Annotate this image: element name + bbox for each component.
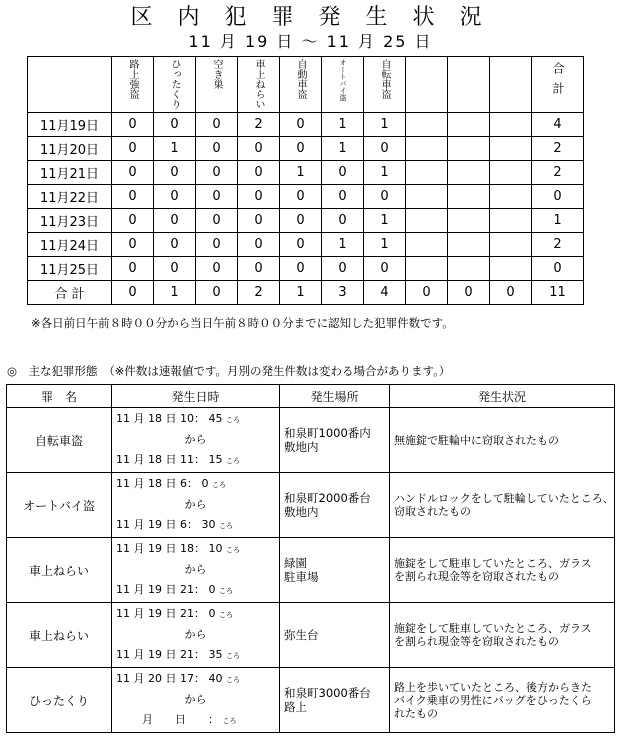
stats-row [28,137,584,161]
stats-cell: 0 [154,185,196,209]
stats-column-label: 自動車盗 [295,59,306,99]
stats-column-label: ひったくり [169,59,180,109]
datetime-kara: から [184,498,207,511]
koro-label: ころ [222,717,237,725]
stats-cell: 0 [112,137,154,161]
stats-cell [406,185,448,209]
stats-date: 11月19日 [28,113,112,137]
stats-column-header [112,57,154,113]
stats-column-label: 空き巣 [211,59,222,89]
place-line: 路上 [284,700,307,714]
stats-cell: 1 [364,161,406,185]
crimes-column-header: 罪 名 [7,385,112,408]
stats-cell: 0 [196,161,238,185]
stats-cell: 1 [364,209,406,233]
stats-cell: 0 [154,257,196,281]
stats-date: 11月21日 [28,161,112,185]
crimes-header-row [7,385,615,408]
stats-total-label: 合 計 [28,281,112,305]
datetime-kara: から [184,563,207,576]
stats-cell: 0 [364,137,406,161]
stats-cell [406,233,448,257]
stats-cell: 0 [238,161,280,185]
stats-cell [490,185,532,209]
status-line: を割られ現金等を窃取されたもの [394,570,559,583]
stats-column-header [238,57,280,113]
section-label: ◎ 主な犯罪形態 （※件数は速報値です。月別の発生件数は変わる場合があります。） [7,364,451,378]
crime-row [7,668,615,733]
stats-column-header [322,57,364,113]
crime-place [280,603,390,668]
place-line: 敷地内 [284,505,319,519]
stats-cell: 1 [364,233,406,257]
datetime-kara: から [184,433,207,446]
stats-cell: 0 [154,113,196,137]
place-line: 弥生台 [284,628,319,642]
stats-cell: 0 [238,137,280,161]
stats-total-cell: 0 [406,281,448,305]
stats-cell [448,209,490,233]
stats-cell [406,257,448,281]
stats-column-label: 路上強盗 [127,59,138,99]
stats-cell: 0 [532,257,584,281]
stats-date: 11月22日 [28,185,112,209]
stats-date: 11月24日 [28,233,112,257]
stats-cell [406,113,448,137]
stats-cell: 0 [322,161,364,185]
stats-row [28,113,584,137]
status-line: 路上を歩いていたところ、後方からきた [394,680,592,694]
koro-label: ころ [225,416,240,424]
stats-cell: 0 [196,209,238,233]
stats-cell: 0 [196,233,238,257]
stats-date: 11月25日 [28,257,112,281]
datetime-to-text: 11 月 19 日 21： 0 [116,583,216,596]
crime-name: オートバイ盗 [7,473,112,538]
stats-total-cell: 11 [532,281,584,305]
stats-cell [490,233,532,257]
stats-total-cell: 1 [154,281,196,305]
crimes-column-header: 発生日時 [112,385,280,408]
datetime-to [112,645,279,666]
stats-cell: 1 [532,209,584,233]
stats-cell: 0 [238,185,280,209]
place-line: 敷地内 [284,440,319,454]
stats-row [28,185,584,209]
stats-cell: 0 [112,185,154,209]
crime-row [7,603,615,668]
status-line: 施錠をして駐車していたところ、ガラス [394,622,592,635]
stats-cell: 0 [238,257,280,281]
stats-column-header [448,57,490,113]
stats-row [28,233,584,257]
stats-cell: 0 [280,185,322,209]
datetime-from [112,474,279,495]
stats-total-row [28,281,584,305]
stats-cell: 0 [280,137,322,161]
crime-row [7,408,615,473]
stats-cell: 0 [112,257,154,281]
datetime-from-text: 11 月 18 日 10： 45 [116,412,223,425]
stats-row [28,209,584,233]
stats-cell: 0 [532,185,584,209]
stats-cell: 0 [196,257,238,281]
datetime-from-text: 11 月 20 日 17： 40 [116,672,223,685]
stats-column-label: 自転車盗 [379,59,390,99]
stats-cell: 1 [280,161,322,185]
stats-cell [448,113,490,137]
datetime-to-text: 11 月 19 日 21： 35 [116,648,223,661]
stats-cell: 0 [154,209,196,233]
stats-cell [490,161,532,185]
stats-cell: 0 [364,185,406,209]
stats-column-header [196,57,238,113]
stats-cell: 0 [280,233,322,257]
stats-cell: 1 [322,233,364,257]
crime-status [390,668,615,733]
datetime-from [112,669,279,690]
crime-name: 車上ねらい [7,538,112,603]
stats-column-header [532,57,584,113]
datetime-from-text: 11 月 19 日 21： 0 [116,607,216,620]
koro-label: ころ [218,611,233,619]
status-line: ハンドルロックをして駐輪していたところ、 [394,492,614,505]
stats-total-cell: 3 [322,281,364,305]
stats-row [28,161,584,185]
koro-label: ころ [225,546,240,554]
stats-cell: 0 [280,209,322,233]
crime-place [280,408,390,473]
crime-place [280,538,390,603]
stats-cell [490,209,532,233]
stats-cell: 0 [154,161,196,185]
stats-cell: 4 [532,113,584,137]
datetime-from-text: 11 月 19 日 18： 10 [116,542,223,555]
status-line: れたもの [394,706,438,720]
stats-cell: 0 [280,257,322,281]
stats-cell: 2 [532,137,584,161]
datetime-to [112,450,279,471]
crime-row [7,473,615,538]
datetime-to [112,710,279,731]
crime-datetime [112,473,280,538]
crime-status [390,603,615,668]
stats-cell: 0 [112,209,154,233]
place-line: 和泉町3000番台 [284,686,371,700]
crime-status [390,408,615,473]
stats-total-cell: 1 [280,281,322,305]
stats-cell: 0 [238,233,280,257]
stats-column-label: 合計 [551,62,565,102]
datetime-from [112,409,279,430]
crime-datetime [112,668,280,733]
status-line: 施錠をして駐車していたところ、ガラス [394,557,592,570]
koro-label: ころ [225,457,240,465]
crimes-column-header: 発生場所 [280,385,390,408]
crimes-column-header: 発生状況 [390,385,615,408]
koro-label: ころ [225,652,240,660]
stats-cell: 1 [322,137,364,161]
stats-cell: 0 [196,113,238,137]
crime-datetime [112,538,280,603]
stats-cell: 0 [280,113,322,137]
stats-column-header [490,57,532,113]
crime-stats-table [27,56,584,305]
stats-cell [406,161,448,185]
stats-cell: 2 [532,233,584,257]
stats-cell [490,137,532,161]
period-label: 11 月 19 日 ～ 11 月 25 日 [188,32,433,51]
stats-cell: 0 [196,185,238,209]
crime-name: ひったくり [7,668,112,733]
major-crimes-table [6,384,615,733]
koro-label: ころ [218,522,233,530]
crime-place [280,473,390,538]
status-line: 無施錠で駐輪中に窃取されたもの [394,433,559,447]
stats-cell: 2 [238,113,280,137]
stats-column-header [364,57,406,113]
stats-total-cell: 4 [364,281,406,305]
crime-place [280,668,390,733]
stats-cell: 1 [154,137,196,161]
datetime-to-text: 11 月 18 日 11： 15 [116,453,223,466]
stats-cell: 0 [112,113,154,137]
stats-cell: 0 [112,233,154,257]
stats-header-row [28,57,584,113]
status-line: 窃取されたもの [394,505,471,518]
stats-date: 11月20日 [28,137,112,161]
stats-header-corner [28,57,112,113]
datetime-to [112,580,279,601]
datetime-kara: から [184,628,207,641]
stats-cell: 1 [364,113,406,137]
datetime-from [112,539,279,560]
stats-cell [406,137,448,161]
stats-cell: 0 [154,233,196,257]
status-line: を割られ現金等を窃取されたもの [394,635,559,648]
stats-cell [448,257,490,281]
stats-total-cell: 0 [196,281,238,305]
crime-row [7,538,615,603]
stats-cell: 0 [322,209,364,233]
crime-name: 車上ねらい [7,603,112,668]
stats-cell: 0 [322,257,364,281]
stats-cell [448,233,490,257]
place-line: 駐車場 [284,570,319,584]
stats-column-label: オートバイ盗 [339,59,347,101]
stats-row [28,257,584,281]
stats-cell [490,113,532,137]
page-title: 区 内 犯 罪 発 生 状 況 [130,5,491,30]
datetime-to-text: 月 日 ： [142,713,219,726]
stats-column-header [280,57,322,113]
koro-label: ころ [211,481,226,489]
place-line: 緑園 [284,556,307,570]
datetime-to-text: 11 月 19 日 6： 30 [116,518,216,531]
stats-cell: 0 [322,185,364,209]
crime-datetime [112,603,280,668]
koro-label: ころ [218,587,233,595]
datetime-to [112,515,279,536]
stats-cell [448,185,490,209]
stats-date: 11月23日 [28,209,112,233]
koro-label: ころ [225,676,240,684]
stats-total-cell: 0 [490,281,532,305]
stats-cell: 0 [238,209,280,233]
crime-status [390,538,615,603]
crime-name: 自転車盗 [7,408,112,473]
stats-cell: 0 [364,257,406,281]
stats-cell: 0 [196,137,238,161]
stats-cell [406,209,448,233]
status-line: バイク乗車の男性にバッグをひったくら [394,693,592,707]
datetime-from [112,604,279,625]
crime-datetime [112,408,280,473]
place-line: 和泉町1000番内 [284,426,371,440]
stats-cell [448,161,490,185]
stats-column-header [154,57,196,113]
datetime-from-text: 11 月 18 日 6： 0 [116,477,209,490]
crime-status [390,473,615,538]
stats-cell: 2 [532,161,584,185]
datetime-kara: から [184,693,207,706]
stats-total-cell: 0 [448,281,490,305]
stats-cell: 1 [322,113,364,137]
stats-total-cell: 2 [238,281,280,305]
stats-cell [490,257,532,281]
stats-column-label: 車上ねらい [253,59,264,109]
place-line: 和泉町2000番台 [284,491,371,505]
stats-cell: 0 [112,161,154,185]
stats-note: ※各日前日午前８時００分から当日午前８時００分までに認知した犯罪件数です。 [31,316,454,330]
stats-total-cell: 0 [112,281,154,305]
stats-column-header [406,57,448,113]
stats-cell [448,137,490,161]
